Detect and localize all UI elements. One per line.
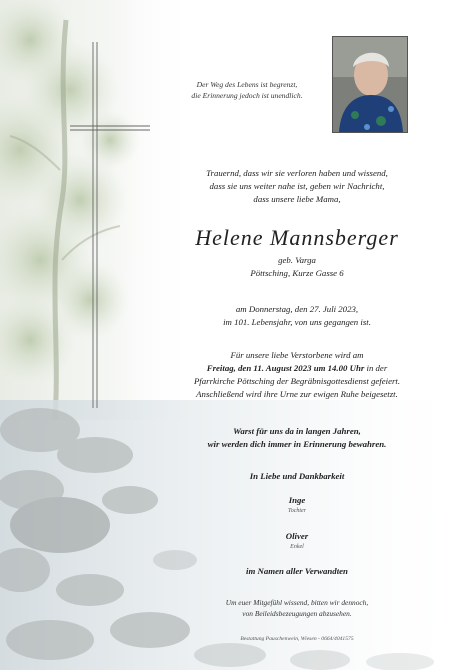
motto-line: die Erinnerung jedoch ist unendlich. xyxy=(191,91,303,100)
funeral-date-line xyxy=(120,362,474,375)
condolence-request xyxy=(120,597,474,619)
relative-name: Oliver xyxy=(285,531,309,541)
announcement-intro xyxy=(120,167,474,206)
deceased-name: Helene Mannsberger xyxy=(195,225,399,250)
relative-name: Inge xyxy=(288,495,306,505)
relative-role: Tochter xyxy=(287,508,307,514)
request-line: Um euer Mitgefühl wissend, bitten wir dennoch, xyxy=(225,598,369,607)
quote-line: Warst für uns da in langen Jahren, xyxy=(233,426,361,436)
relatives-line: im Namen aller Verwandten xyxy=(246,566,348,576)
birth-name: geb. Varga xyxy=(278,255,316,265)
funeral-line: Pfarrkirche Pöttsching der Begräbnisgottesdienst gefeiert. xyxy=(193,376,401,386)
motto xyxy=(172,79,322,101)
death-line: im 101. Lebensjahr, von uns gegangen ist. xyxy=(223,317,371,327)
quote-line: wir werden dich immer in Erinnerung bewahren. xyxy=(207,439,387,449)
death-line: am Donnerstag, den 27. Juli 2023, xyxy=(235,304,359,314)
intro-line: dass unsere liebe Mama, xyxy=(253,194,341,204)
closing-line: In Liebe und Dankbarkeit xyxy=(249,471,345,481)
motto-line: Der Weg des Lebens ist begrenzt, xyxy=(196,80,298,89)
funeral-line: Anschließend wird ihre Urne zur ewigen Ruhe beigesetzt. xyxy=(196,389,398,399)
funeral-date: Freitag, den 11. August 2023 um 14.00 Uhr xyxy=(206,363,365,373)
relative-role: Enkel xyxy=(290,544,304,550)
address: Pöttsching, Kurze Gasse 6 xyxy=(250,268,344,278)
funeral-info xyxy=(120,349,474,401)
funeral-line: Für unsere liebe Verstorbene wird am xyxy=(230,350,364,360)
undertaker-footer: Bestattung Pauschenwein, Wiesen - 0664/4041575 xyxy=(240,636,354,642)
funeral-line: in der xyxy=(364,363,388,373)
request-line: von Beileidsbezeugungen abzusehen. xyxy=(242,609,352,618)
deceased-details xyxy=(120,254,474,280)
portrait-photo xyxy=(332,36,408,133)
memorial-quote xyxy=(120,425,474,451)
death-notice xyxy=(120,303,474,329)
intro-line: dass sie uns weiter nahe ist, geben wir Nachricht, xyxy=(209,181,385,191)
intro-line: Trauernd, dass wir sie verloren haben und wissend, xyxy=(206,168,388,178)
